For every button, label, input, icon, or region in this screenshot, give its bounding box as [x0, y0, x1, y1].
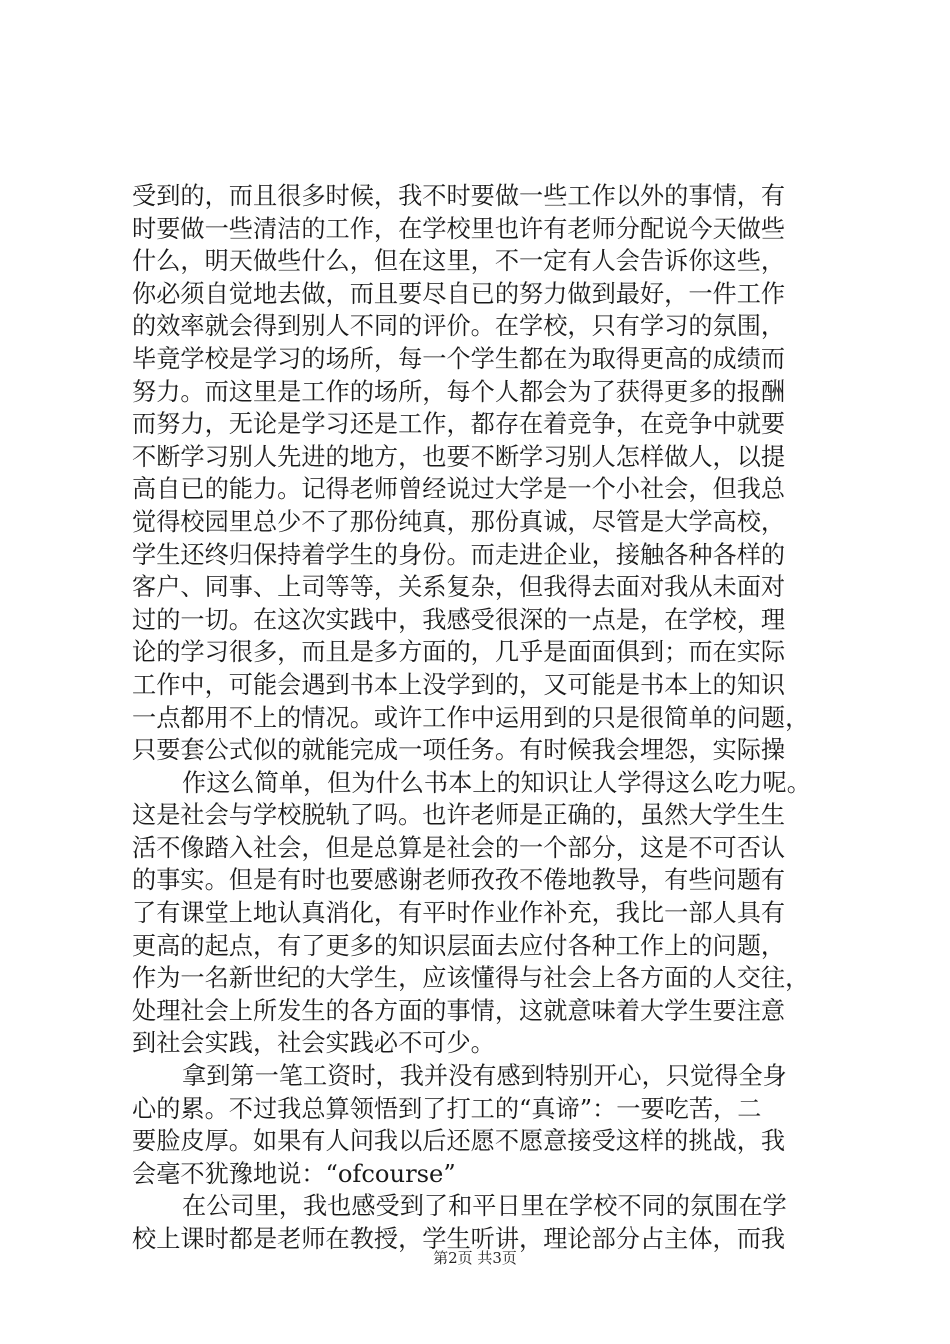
text-line: 作这么简单，但为什么书本上的知识让人学得这么吃力呢。: [182, 768, 811, 797]
text-line: 的效率就会得到别人不同的评价。在学校，只有学习的氛围，: [132, 312, 786, 341]
text-line: 学生还终归保持着学生的身份。而走进企业，接触各种各样的: [132, 540, 786, 569]
text-line: 作为一名新世纪的大学生，应该懂得与社会上各方面的人交往，: [132, 964, 810, 993]
text-line: 论的学习很多，而且是多方面的，几乎是面面俱到；而在实际: [132, 638, 786, 667]
text-line: 到社会实践，社会实践必不可少。: [132, 1029, 495, 1058]
text-line: 毕竟学校是学习的场所，每一个学生都在为取得更高的成绩而: [132, 344, 786, 373]
text-line: 校上课时都是老师在教授，学生听讲，理论部分占主体，而我: [132, 1225, 786, 1253]
page-footer: 第2页 共3页: [433, 1249, 517, 1267]
text-line: 了有课堂上地认真消化，有平时作业作补充，我比一部人具有: [132, 899, 786, 928]
text-line: 而努力，无论是学习还是工作，都存在着竞争，在竞争中就要: [132, 410, 786, 439]
text-line: 工作中，可能会遇到书本上没学到的，又可能是书本上的知识: [132, 670, 786, 699]
text-line: 什么，明天做些什么，但在这里，不一定有人会告诉你这些，: [132, 247, 786, 276]
text-line: 的事实。但是有时也要感谢老师孜孜不倦地教导，有些问题有: [132, 866, 786, 895]
text-line: 觉得校园里总少不了那份纯真，那份真诚，尽管是大学高校，: [132, 507, 786, 536]
text-line: 不断学习别人先进的地方，也要不断学习别人怎样做人，以提: [132, 442, 786, 471]
text-line: 高自已的能力。记得老师曾经说过大学是一个小社会，但我总: [132, 475, 786, 504]
text-line: 过的一切。在这次实践中，我感受很深的一点是，在学校，理: [132, 605, 786, 634]
text-line: 努力。而这里是工作的场所，每个人都会为了获得更多的报酬: [132, 377, 786, 406]
text-line: 心的累。不过我总算领悟到了打工的“真谛”：一要吃苦，二: [132, 1094, 762, 1123]
text-line: 会毫不犹豫地说：“ofcourse”: [132, 1159, 456, 1188]
text-line: 要脸皮厚。如果有人问我以后还愿不愿意接受这样的挑战，我: [132, 1127, 786, 1156]
text-line: 在公司里，我也感受到了和平日里在学校不同的氛围在学: [182, 1192, 787, 1221]
text-line: 只要套公式似的就能完成一项任务。有时候我会埋怨，实际操: [132, 736, 786, 765]
text-line: 这是社会与学校脱轨了吗。也许老师是正确的，虽然大学生生: [132, 801, 786, 830]
text-line: 拿到第一笔工资时，我并没有感到特别开心，只觉得全身: [182, 1062, 787, 1091]
text-line: 你必须自觉地去做，而且要尽自已的努力做到最好，一件工作: [132, 279, 786, 308]
body-text: [132, 180, 832, 1256]
text-line: 处理社会上所发生的各方面的事情，这就意味着大学生要注意: [132, 996, 786, 1025]
text-line: 客户、同事、上司等等，关系复杂，但我得去面对我从未面对: [132, 573, 786, 602]
text-line: 更高的起点，有了更多的知识层面去应付各种工作上的问题，: [132, 931, 786, 960]
text-line: 活不像踏入社会，但是总算是社会的一个部分，这是不可否认: [132, 833, 786, 862]
text-line: 时要做一些清洁的工作，在学校里也许有老师分配说今天做些: [132, 214, 786, 243]
text-line: 受到的，而且很多时候，我不时要做一些工作以外的事情，有: [132, 182, 786, 210]
text-line: 一点都用不上的情况。或许工作中运用到的只是很简单的问题，: [132, 703, 810, 732]
